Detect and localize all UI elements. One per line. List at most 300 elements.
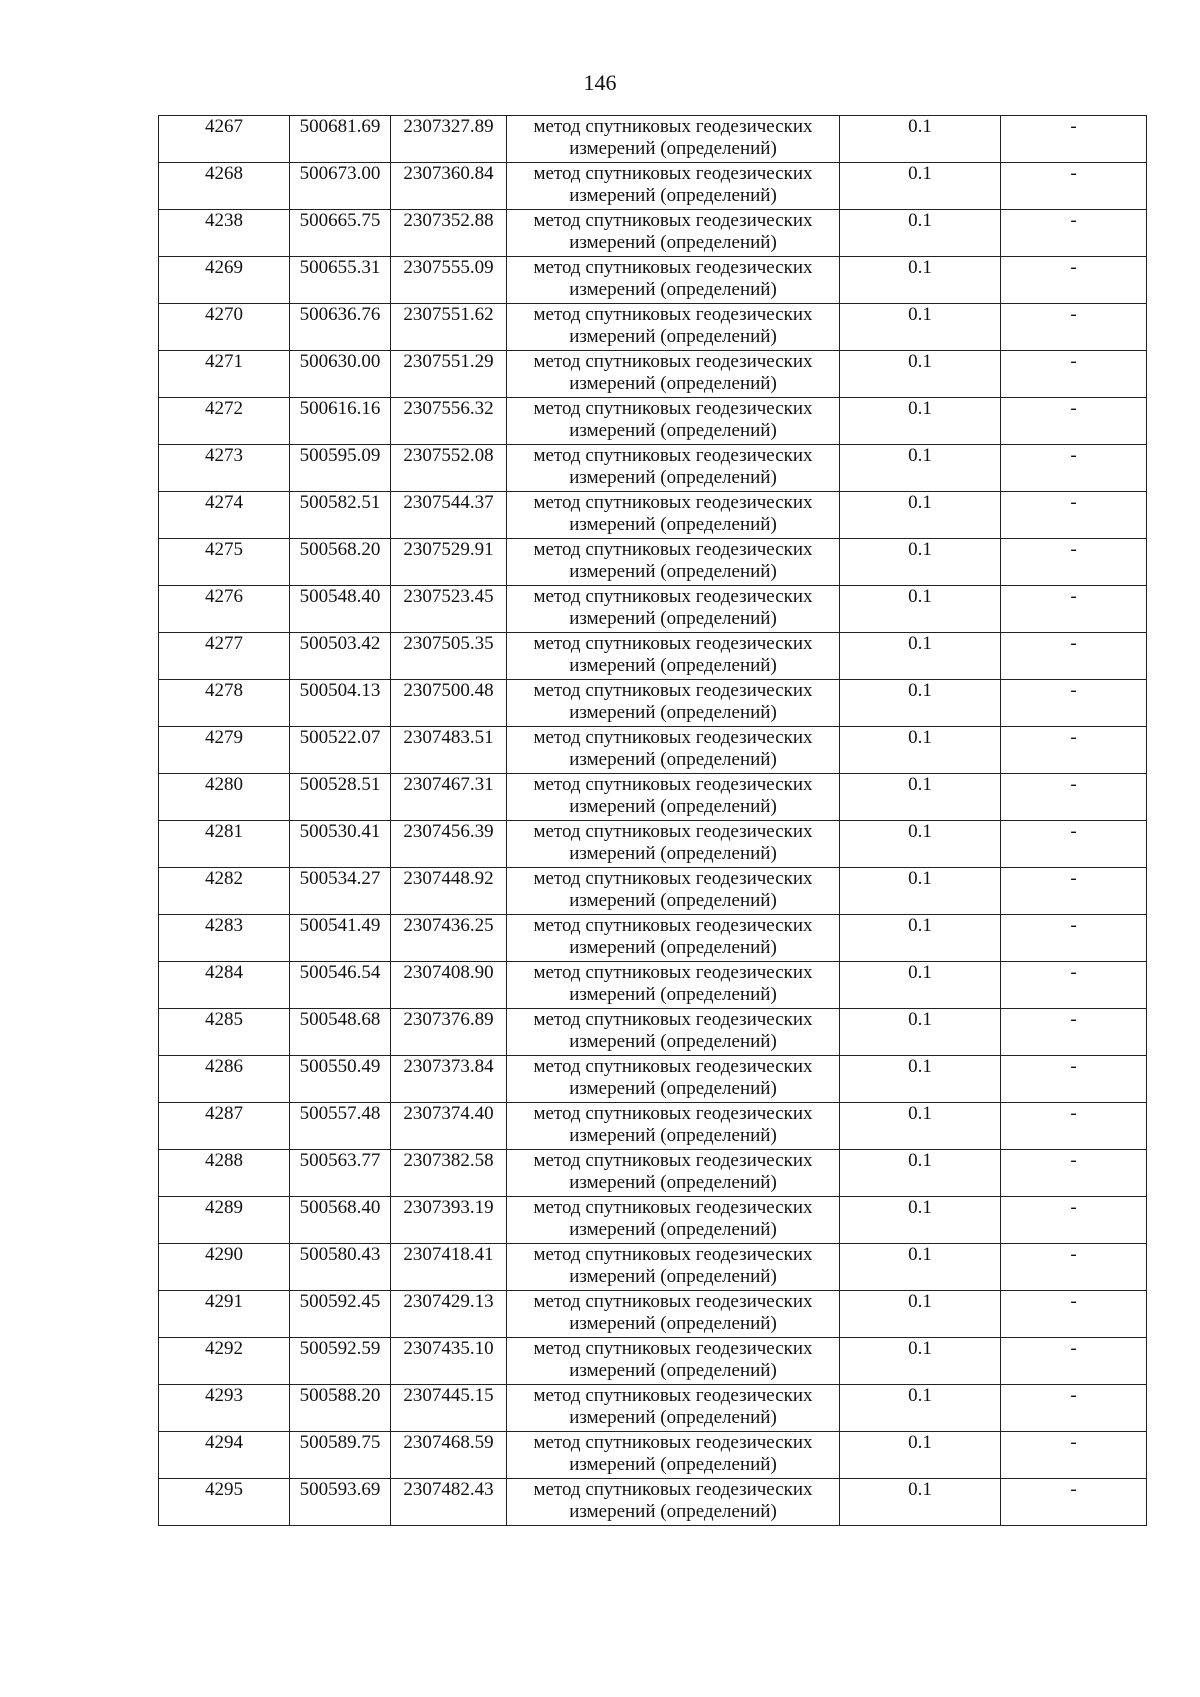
x-coordinate-cell bbox=[290, 445, 391, 492]
point-number-cell bbox=[159, 1056, 290, 1103]
method-line-2: измерений (определений) bbox=[569, 937, 777, 958]
method-line-1: метод спутниковых геодезических bbox=[533, 1385, 813, 1406]
method-line-2: измерений (определений) bbox=[569, 1266, 777, 1287]
y-coordinate: 2307436.25 bbox=[403, 915, 494, 936]
accuracy-cell bbox=[840, 116, 1001, 163]
extra-value-cell bbox=[1001, 398, 1147, 445]
method-cell bbox=[507, 680, 840, 727]
point-number: 4267 bbox=[205, 116, 243, 137]
point-number: 4284 bbox=[205, 962, 243, 983]
y-coordinate: 2307429.13 bbox=[403, 1291, 494, 1312]
method-line-2: измерений (определений) bbox=[569, 1360, 777, 1381]
accuracy: 0.1 bbox=[908, 915, 932, 936]
point-number: 4280 bbox=[205, 774, 243, 795]
point-number-cell bbox=[159, 210, 290, 257]
extra-value: - bbox=[1070, 1150, 1077, 1171]
point-number-cell bbox=[159, 727, 290, 774]
extra-value: - bbox=[1070, 351, 1077, 372]
y-coordinate-cell bbox=[391, 633, 507, 680]
method-cell bbox=[507, 962, 840, 1009]
table-row bbox=[159, 1009, 1147, 1056]
accuracy: 0.1 bbox=[908, 1244, 932, 1265]
extra-value-cell bbox=[1001, 539, 1147, 586]
method-line-2: измерений (определений) bbox=[569, 796, 777, 817]
accuracy: 0.1 bbox=[908, 1150, 932, 1171]
point-number: 4286 bbox=[205, 1056, 243, 1077]
method-cell bbox=[507, 1432, 840, 1479]
method-cell bbox=[507, 868, 840, 915]
accuracy: 0.1 bbox=[908, 116, 932, 137]
y-coordinate: 2307482.43 bbox=[403, 1479, 494, 1500]
x-coordinate: 500636.76 bbox=[299, 304, 381, 325]
table-row bbox=[159, 1291, 1147, 1338]
y-coordinate: 2307360.84 bbox=[403, 163, 494, 184]
point-number: 4273 bbox=[205, 445, 243, 466]
extra-value: - bbox=[1070, 1009, 1077, 1030]
y-coordinate: 2307556.32 bbox=[403, 398, 494, 419]
point-number: 4292 bbox=[205, 1338, 243, 1359]
extra-value: - bbox=[1070, 915, 1077, 936]
y-coordinate: 2307418.41 bbox=[403, 1244, 494, 1265]
accuracy-cell bbox=[840, 163, 1001, 210]
y-coordinate-cell bbox=[391, 727, 507, 774]
extra-value-cell bbox=[1001, 680, 1147, 727]
extra-value: - bbox=[1070, 1197, 1077, 1218]
extra-value-cell bbox=[1001, 1432, 1147, 1479]
method-line-2: измерений (определений) bbox=[569, 1501, 777, 1522]
accuracy-cell bbox=[840, 1056, 1001, 1103]
x-coordinate: 500568.40 bbox=[299, 1197, 381, 1218]
point-number: 4278 bbox=[205, 680, 243, 701]
accuracy: 0.1 bbox=[908, 1479, 932, 1500]
y-coordinate: 2307551.29 bbox=[403, 351, 494, 372]
y-coordinate: 2307483.51 bbox=[403, 727, 494, 748]
method-line-2: измерений (определений) bbox=[569, 373, 777, 394]
x-coordinate-cell bbox=[290, 398, 391, 445]
y-coordinate-cell bbox=[391, 1103, 507, 1150]
y-coordinate: 2307551.62 bbox=[403, 304, 494, 325]
method-line-1: метод спутниковых геодезических bbox=[533, 116, 813, 137]
x-coordinate: 500589.75 bbox=[299, 1432, 381, 1453]
extra-value: - bbox=[1070, 680, 1077, 701]
method-line-1: метод спутниковых геодезических bbox=[533, 1432, 813, 1453]
point-number-cell bbox=[159, 398, 290, 445]
method-line-1: метод спутниковых геодезических bbox=[533, 163, 813, 184]
method-cell bbox=[507, 257, 840, 304]
y-coordinate-cell bbox=[391, 1197, 507, 1244]
point-number-cell bbox=[159, 1103, 290, 1150]
x-coordinate: 500595.09 bbox=[299, 445, 381, 466]
method-line-1: метод спутниковых геодезических bbox=[533, 257, 813, 278]
point-number: 4274 bbox=[205, 492, 243, 513]
point-number-cell bbox=[159, 1338, 290, 1385]
x-coordinate: 500563.77 bbox=[299, 1150, 381, 1171]
table-row bbox=[159, 633, 1147, 680]
point-number-cell bbox=[159, 821, 290, 868]
accuracy-cell bbox=[840, 492, 1001, 539]
point-number: 4275 bbox=[205, 539, 243, 560]
extra-value-cell bbox=[1001, 1479, 1147, 1526]
accuracy-cell bbox=[840, 1291, 1001, 1338]
accuracy-cell bbox=[840, 445, 1001, 492]
extra-value-cell bbox=[1001, 633, 1147, 680]
extra-value: - bbox=[1070, 1103, 1077, 1124]
y-coordinate: 2307448.92 bbox=[403, 868, 494, 889]
y-coordinate-cell bbox=[391, 210, 507, 257]
y-coordinate: 2307500.48 bbox=[403, 680, 494, 701]
table-row bbox=[159, 915, 1147, 962]
extra-value-cell bbox=[1001, 1244, 1147, 1291]
accuracy: 0.1 bbox=[908, 445, 932, 466]
y-coordinate-cell bbox=[391, 163, 507, 210]
method-cell bbox=[507, 492, 840, 539]
point-number-cell bbox=[159, 539, 290, 586]
extra-value-cell bbox=[1001, 1197, 1147, 1244]
method-line-2: измерений (определений) bbox=[569, 655, 777, 676]
method-line-2: измерений (определений) bbox=[569, 185, 777, 206]
method-line-1: метод спутниковых геодезических bbox=[533, 1009, 813, 1030]
method-line-2: измерений (определений) bbox=[569, 1407, 777, 1428]
method-line-1: метод спутниковых геодезических bbox=[533, 868, 813, 889]
x-coordinate-cell bbox=[290, 962, 391, 1009]
y-coordinate-cell bbox=[391, 351, 507, 398]
x-coordinate-cell bbox=[290, 727, 391, 774]
y-coordinate-cell bbox=[391, 1244, 507, 1291]
method-line-2: измерений (определений) bbox=[569, 514, 777, 535]
method-cell bbox=[507, 351, 840, 398]
table-row bbox=[159, 116, 1147, 163]
accuracy: 0.1 bbox=[908, 1009, 932, 1030]
point-number-cell bbox=[159, 1291, 290, 1338]
extra-value: - bbox=[1070, 1338, 1077, 1359]
accuracy: 0.1 bbox=[908, 586, 932, 607]
extra-value-cell bbox=[1001, 445, 1147, 492]
extra-value: - bbox=[1070, 1244, 1077, 1265]
y-coordinate-cell bbox=[391, 116, 507, 163]
x-coordinate-cell bbox=[290, 586, 391, 633]
table-row bbox=[159, 539, 1147, 586]
method-line-1: метод спутниковых геодезических bbox=[533, 821, 813, 842]
point-number: 4287 bbox=[205, 1103, 243, 1124]
accuracy-cell bbox=[840, 351, 1001, 398]
extra-value-cell bbox=[1001, 116, 1147, 163]
table-row bbox=[159, 1103, 1147, 1150]
y-coordinate-cell bbox=[391, 1150, 507, 1197]
x-coordinate-cell bbox=[290, 868, 391, 915]
x-coordinate: 500534.27 bbox=[299, 868, 381, 889]
extra-value-cell bbox=[1001, 304, 1147, 351]
x-coordinate-cell bbox=[290, 1244, 391, 1291]
method-line-2: измерений (определений) bbox=[569, 1125, 777, 1146]
table-row bbox=[159, 351, 1147, 398]
y-coordinate: 2307382.58 bbox=[403, 1150, 494, 1171]
point-number-cell bbox=[159, 492, 290, 539]
y-coordinate-cell bbox=[391, 492, 507, 539]
method-cell bbox=[507, 304, 840, 351]
point-number: 4283 bbox=[205, 915, 243, 936]
point-number: 4268 bbox=[205, 163, 243, 184]
y-coordinate-cell bbox=[391, 821, 507, 868]
point-number-cell bbox=[159, 915, 290, 962]
accuracy-cell bbox=[840, 915, 1001, 962]
x-coordinate: 500630.00 bbox=[299, 351, 381, 372]
point-number-cell bbox=[159, 868, 290, 915]
table-row bbox=[159, 304, 1147, 351]
x-coordinate: 500655.31 bbox=[299, 257, 381, 278]
extra-value: - bbox=[1070, 962, 1077, 983]
extra-value-cell bbox=[1001, 1056, 1147, 1103]
table-row bbox=[159, 774, 1147, 821]
accuracy: 0.1 bbox=[908, 210, 932, 231]
point-number-cell bbox=[159, 1009, 290, 1056]
point-number: 4276 bbox=[205, 586, 243, 607]
point-number-cell bbox=[159, 1244, 290, 1291]
extra-value-cell bbox=[1001, 492, 1147, 539]
y-coordinate-cell bbox=[391, 868, 507, 915]
accuracy: 0.1 bbox=[908, 539, 932, 560]
method-line-2: измерений (определений) bbox=[569, 1219, 777, 1240]
table-row bbox=[159, 586, 1147, 633]
coordinates-table bbox=[158, 115, 1147, 1526]
method-cell bbox=[507, 163, 840, 210]
extra-value-cell bbox=[1001, 727, 1147, 774]
y-coordinate: 2307505.35 bbox=[403, 633, 494, 654]
method-cell bbox=[507, 210, 840, 257]
table-row bbox=[159, 257, 1147, 304]
method-line-1: метод спутниковых геодезических bbox=[533, 351, 813, 372]
y-coordinate-cell bbox=[391, 304, 507, 351]
coordinates-table-body bbox=[159, 116, 1147, 1526]
extra-value: - bbox=[1070, 1056, 1077, 1077]
point-number: 4238 bbox=[205, 210, 243, 231]
x-coordinate-cell bbox=[290, 539, 391, 586]
point-number: 4295 bbox=[205, 1479, 243, 1500]
extra-value-cell bbox=[1001, 1338, 1147, 1385]
table-row bbox=[159, 1479, 1147, 1526]
table-row bbox=[159, 680, 1147, 727]
point-number-cell bbox=[159, 633, 290, 680]
table-row bbox=[159, 821, 1147, 868]
point-number-cell bbox=[159, 680, 290, 727]
y-coordinate-cell bbox=[391, 586, 507, 633]
method-cell bbox=[507, 539, 840, 586]
point-number-cell bbox=[159, 304, 290, 351]
point-number: 4271 bbox=[205, 351, 243, 372]
y-coordinate-cell bbox=[391, 1056, 507, 1103]
point-number: 4282 bbox=[205, 868, 243, 889]
x-coordinate-cell bbox=[290, 304, 391, 351]
accuracy: 0.1 bbox=[908, 774, 932, 795]
y-coordinate-cell bbox=[391, 1432, 507, 1479]
method-line-1: метод спутниковых геодезических bbox=[533, 210, 813, 231]
point-number-cell bbox=[159, 116, 290, 163]
extra-value-cell bbox=[1001, 586, 1147, 633]
point-number: 4270 bbox=[205, 304, 243, 325]
accuracy: 0.1 bbox=[908, 398, 932, 419]
method-cell bbox=[507, 774, 840, 821]
method-line-1: метод спутниковых геодезических bbox=[533, 492, 813, 513]
accuracy-cell bbox=[840, 1385, 1001, 1432]
accuracy: 0.1 bbox=[908, 1056, 932, 1077]
extra-value-cell bbox=[1001, 210, 1147, 257]
y-coordinate-cell bbox=[391, 257, 507, 304]
extra-value-cell bbox=[1001, 962, 1147, 1009]
y-coordinate-cell bbox=[391, 680, 507, 727]
table-row bbox=[159, 727, 1147, 774]
y-coordinate: 2307544.37 bbox=[403, 492, 494, 513]
extra-value: - bbox=[1070, 492, 1077, 513]
extra-value: - bbox=[1070, 163, 1077, 184]
method-cell bbox=[507, 445, 840, 492]
method-line-1: метод спутниковых геодезических bbox=[533, 586, 813, 607]
accuracy-cell bbox=[840, 1103, 1001, 1150]
x-coordinate-cell bbox=[290, 1150, 391, 1197]
x-coordinate: 500665.75 bbox=[299, 210, 381, 231]
x-coordinate: 500546.54 bbox=[299, 962, 381, 983]
y-coordinate: 2307352.88 bbox=[403, 210, 494, 231]
accuracy: 0.1 bbox=[908, 492, 932, 513]
accuracy-cell bbox=[840, 821, 1001, 868]
x-coordinate: 500681.69 bbox=[299, 116, 381, 137]
method-cell bbox=[507, 633, 840, 680]
accuracy: 0.1 bbox=[908, 1432, 932, 1453]
point-number-cell bbox=[159, 445, 290, 492]
x-coordinate: 500548.68 bbox=[299, 1009, 381, 1030]
method-line-1: метод спутниковых геодезических bbox=[533, 1150, 813, 1171]
accuracy-cell bbox=[840, 680, 1001, 727]
accuracy: 0.1 bbox=[908, 821, 932, 842]
extra-value: - bbox=[1070, 1432, 1077, 1453]
accuracy: 0.1 bbox=[908, 163, 932, 184]
x-coordinate-cell bbox=[290, 1197, 391, 1244]
method-line-1: метод спутниковых геодезических bbox=[533, 1244, 813, 1265]
extra-value: - bbox=[1070, 210, 1077, 231]
extra-value: - bbox=[1070, 1479, 1077, 1500]
y-coordinate: 2307327.89 bbox=[403, 116, 494, 137]
accuracy: 0.1 bbox=[908, 257, 932, 278]
y-coordinate: 2307408.90 bbox=[403, 962, 494, 983]
method-line-1: метод спутниковых геодезических bbox=[533, 774, 813, 795]
y-coordinate: 2307468.59 bbox=[403, 1432, 494, 1453]
method-cell bbox=[507, 586, 840, 633]
y-coordinate: 2307523.45 bbox=[403, 586, 494, 607]
method-line-1: метод спутниковых геодезических bbox=[533, 1197, 813, 1218]
method-line-1: метод спутниковых геодезических bbox=[533, 1056, 813, 1077]
point-number: 4277 bbox=[205, 633, 243, 654]
x-coordinate: 500580.43 bbox=[299, 1244, 381, 1265]
extra-value: - bbox=[1070, 633, 1077, 654]
x-coordinate: 500550.49 bbox=[299, 1056, 381, 1077]
extra-value: - bbox=[1070, 1385, 1077, 1406]
method-line-2: измерений (определений) bbox=[569, 232, 777, 253]
y-coordinate: 2307529.91 bbox=[403, 539, 494, 560]
point-number: 4279 bbox=[205, 727, 243, 748]
y-coordinate-cell bbox=[391, 962, 507, 1009]
method-cell bbox=[507, 1291, 840, 1338]
extra-value: - bbox=[1070, 445, 1077, 466]
method-cell bbox=[507, 1385, 840, 1432]
table-row bbox=[159, 210, 1147, 257]
accuracy: 0.1 bbox=[908, 351, 932, 372]
accuracy-cell bbox=[840, 633, 1001, 680]
point-number-cell bbox=[159, 1197, 290, 1244]
point-number: 4293 bbox=[205, 1385, 243, 1406]
method-cell bbox=[507, 1009, 840, 1056]
accuracy-cell bbox=[840, 962, 1001, 1009]
method-line-1: метод спутниковых геодезических bbox=[533, 1338, 813, 1359]
method-line-1: метод спутниковых геодезических bbox=[533, 304, 813, 325]
accuracy: 0.1 bbox=[908, 1385, 932, 1406]
y-coordinate: 2307467.31 bbox=[403, 774, 494, 795]
x-coordinate-cell bbox=[290, 1479, 391, 1526]
accuracy-cell bbox=[840, 1338, 1001, 1385]
accuracy-cell bbox=[840, 304, 1001, 351]
method-line-2: измерений (определений) bbox=[569, 1454, 777, 1475]
extra-value-cell bbox=[1001, 1150, 1147, 1197]
x-coordinate-cell bbox=[290, 163, 391, 210]
extra-value-cell bbox=[1001, 351, 1147, 398]
extra-value-cell bbox=[1001, 868, 1147, 915]
x-coordinate: 500557.48 bbox=[299, 1103, 381, 1124]
y-coordinate-cell bbox=[391, 1385, 507, 1432]
y-coordinate: 2307376.89 bbox=[403, 1009, 494, 1030]
y-coordinate: 2307555.09 bbox=[403, 257, 494, 278]
accuracy-cell bbox=[840, 1009, 1001, 1056]
table-row bbox=[159, 1432, 1147, 1479]
point-number: 4289 bbox=[205, 1197, 243, 1218]
method-cell bbox=[507, 727, 840, 774]
x-coordinate: 500616.16 bbox=[299, 398, 381, 419]
method-line-2: измерений (определений) bbox=[569, 1031, 777, 1052]
method-cell bbox=[507, 1150, 840, 1197]
extra-value: - bbox=[1070, 868, 1077, 889]
extra-value: - bbox=[1070, 586, 1077, 607]
extra-value: - bbox=[1070, 539, 1077, 560]
table-row bbox=[159, 163, 1147, 210]
table-row bbox=[159, 868, 1147, 915]
extra-value-cell bbox=[1001, 1385, 1147, 1432]
y-coordinate-cell bbox=[391, 1009, 507, 1056]
extra-value-cell bbox=[1001, 163, 1147, 210]
accuracy: 0.1 bbox=[908, 727, 932, 748]
method-line-2: измерений (определений) bbox=[569, 561, 777, 582]
table-row bbox=[159, 1385, 1147, 1432]
x-coordinate-cell bbox=[290, 210, 391, 257]
extra-value: - bbox=[1070, 727, 1077, 748]
y-coordinate-cell bbox=[391, 398, 507, 445]
x-coordinate: 500592.45 bbox=[299, 1291, 381, 1312]
x-coordinate-cell bbox=[290, 1338, 391, 1385]
method-line-2: измерений (определений) bbox=[569, 279, 777, 300]
x-coordinate-cell bbox=[290, 1009, 391, 1056]
accuracy: 0.1 bbox=[908, 680, 932, 701]
accuracy: 0.1 bbox=[908, 1338, 932, 1359]
method-line-1: метод спутниковых геодезических bbox=[533, 633, 813, 654]
extra-value-cell bbox=[1001, 257, 1147, 304]
method-line-2: измерений (определений) bbox=[569, 1172, 777, 1193]
x-coordinate: 500541.49 bbox=[299, 915, 381, 936]
method-cell bbox=[507, 915, 840, 962]
method-line-1: метод спутниковых геодезических bbox=[533, 1103, 813, 1124]
accuracy-cell bbox=[840, 1432, 1001, 1479]
extra-value-cell bbox=[1001, 1291, 1147, 1338]
x-coordinate-cell bbox=[290, 257, 391, 304]
method-line-1: метод спутниковых геодезических bbox=[533, 398, 813, 419]
point-number: 4269 bbox=[205, 257, 243, 278]
accuracy: 0.1 bbox=[908, 1291, 932, 1312]
accuracy: 0.1 bbox=[908, 633, 932, 654]
extra-value: - bbox=[1070, 821, 1077, 842]
